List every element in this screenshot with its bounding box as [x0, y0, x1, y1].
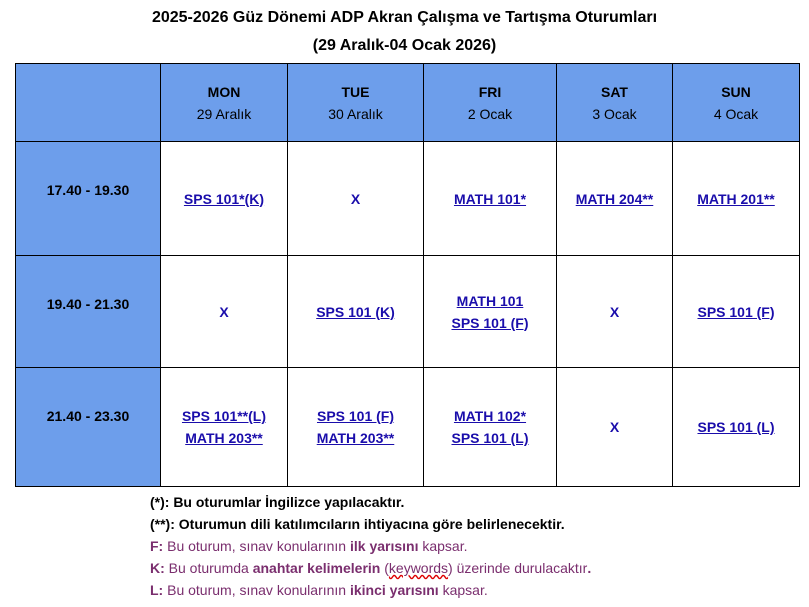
day-date: 3 Ocak: [592, 105, 637, 122]
session-cell: [557, 368, 673, 487]
page-subtitle: (29 Aralık-04 Ocak 2026): [312, 37, 497, 54]
note-text: Bu oturum, sınav konularının: [163, 538, 350, 554]
session-cell: [161, 368, 288, 487]
corner-cell: [16, 64, 161, 142]
day-date: 4 Ocak: [713, 105, 759, 122]
time-slot-label: 21.40 - 23.30: [16, 368, 161, 487]
session-link[interactable]: SPS 101 (K): [316, 303, 395, 320]
session-cell: [424, 368, 557, 487]
session-link[interactable]: MATH 201**: [697, 190, 775, 207]
day-name: FRI: [478, 83, 502, 100]
note-text: (: [380, 560, 389, 576]
legend-notes: [150, 491, 591, 601]
day-name: TUE: [341, 83, 370, 100]
session-cell: [673, 142, 800, 256]
session-link[interactable]: SPS 101 (F): [451, 314, 529, 331]
session-link[interactable]: SPS 101 (L): [697, 419, 775, 435]
day-date: 29 Aralık: [196, 105, 252, 122]
session-link[interactable]: MATH 203**: [316, 430, 395, 446]
time-row: [16, 368, 800, 487]
day-name: MON: [207, 83, 241, 100]
session-cell: [288, 142, 424, 256]
session-link[interactable]: MATH 101*: [453, 190, 527, 207]
day-header: [161, 64, 288, 142]
session-link[interactable]: SPS 101**(L): [181, 408, 267, 424]
day-name: SAT: [601, 83, 628, 100]
note-english: (*): Bu oturumlar İngilizce yapılacaktır.: [150, 494, 405, 510]
no-session-mark: X: [219, 303, 229, 320]
day-date: 30 Aralık: [328, 105, 383, 122]
session-cell: [424, 256, 557, 368]
note-emphasis: ikinci yarısını: [349, 582, 439, 598]
note-k: [150, 557, 591, 579]
day-header: [673, 64, 800, 142]
session-link[interactable]: SPS 101 (L): [451, 430, 529, 446]
note-text: kapsar.: [438, 582, 488, 598]
session-link[interactable]: SPS 101 (F): [316, 408, 395, 424]
schedule-table: [15, 63, 800, 487]
note-key: F:: [150, 538, 164, 554]
time-slot-label: 19.40 - 21.30: [16, 256, 161, 368]
session-cell: [161, 142, 288, 256]
session-cell: [673, 368, 800, 487]
session-cell: [557, 142, 673, 256]
session-cell: [161, 256, 288, 368]
header-row: [16, 64, 800, 142]
session-cell: [673, 256, 800, 368]
day-header: [288, 64, 424, 142]
time-slot-label: 17.40 - 19.30: [16, 142, 161, 256]
note-key: K:: [150, 560, 165, 576]
no-session-mark: X: [609, 419, 620, 435]
page-title: 2025-2026 Güz Dönemi ADP Akran Çalışma ve Tartışma Oturumları: [151, 9, 658, 26]
session-link[interactable]: SPS 101 (F): [697, 303, 775, 320]
session-link[interactable]: SPS 101*(K): [183, 190, 265, 207]
session-link[interactable]: MATH 102*: [453, 408, 527, 424]
no-session-mark: X: [350, 190, 361, 207]
note-emphasis: anahtar kelimelerin: [252, 560, 381, 576]
note-keyword: keywords: [388, 560, 449, 576]
note-text: Bu oturum, sınav konularının: [163, 582, 350, 598]
note-text: ) üzerinde durulacaktır: [448, 560, 588, 576]
day-date: 2 Ocak: [467, 105, 513, 122]
day-header: [557, 64, 673, 142]
session-cell: [288, 256, 424, 368]
note-language: (**): Oturumun dili katılımcıların ihtiyacına göre belirlenecektir.: [150, 516, 565, 532]
day-header: [424, 64, 557, 142]
note-l: [150, 579, 591, 601]
day-name: SUN: [721, 83, 751, 100]
time-row: [16, 142, 800, 256]
note-emphasis: ilk yarısını: [349, 538, 419, 554]
note-f: [150, 535, 591, 557]
session-cell: [424, 142, 557, 256]
note-text: .: [587, 560, 592, 576]
note-text: Bu oturumda: [164, 560, 253, 576]
session-cell: [288, 368, 424, 487]
session-link[interactable]: MATH 204**: [575, 190, 654, 207]
time-row: [16, 256, 800, 368]
session-cell: [557, 256, 673, 368]
session-link[interactable]: MATH 203**: [185, 430, 263, 446]
session-link[interactable]: MATH 101: [456, 292, 524, 309]
note-text: kapsar.: [418, 538, 468, 554]
note-key: L:: [150, 582, 164, 598]
no-session-mark: X: [609, 303, 620, 320]
